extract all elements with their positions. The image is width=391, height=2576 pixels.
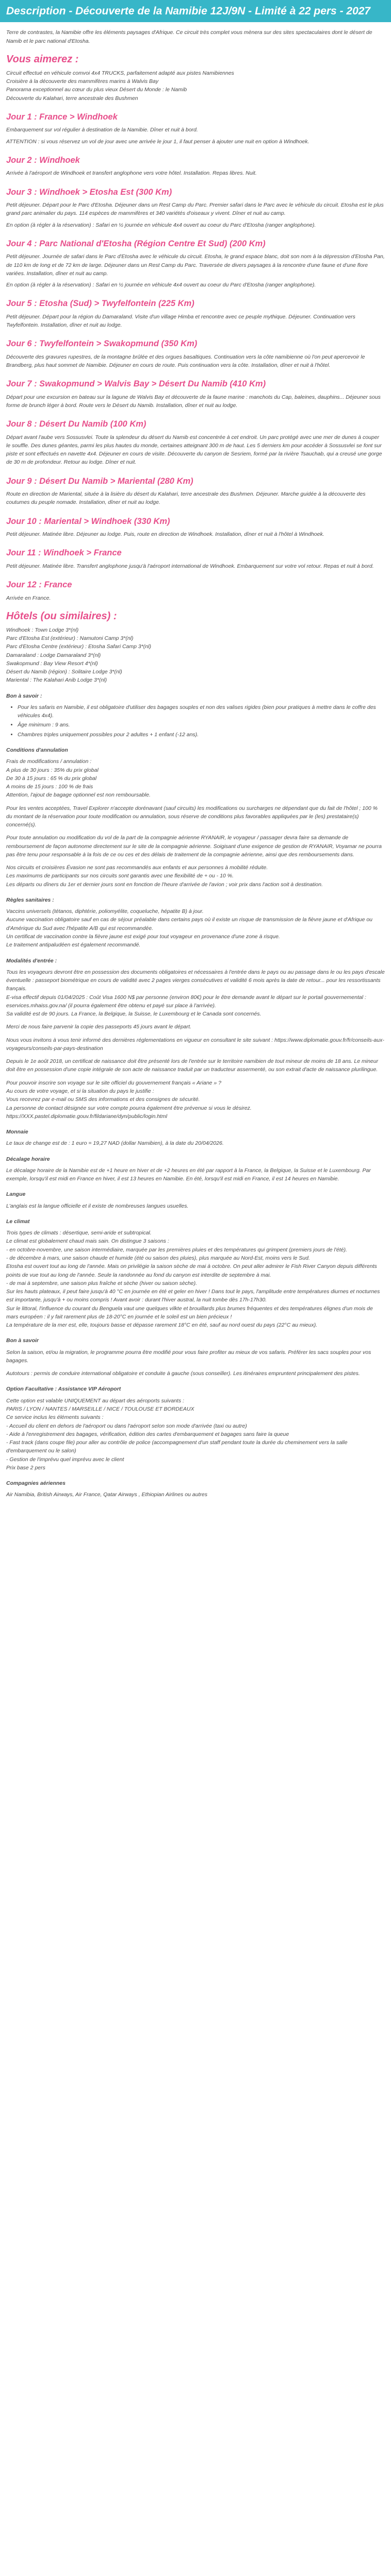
- aimerez-list: [6, 69, 385, 103]
- day-text: ATTENTION : si vous réservez un vol de jour avec une arrivée le jour 1, il faut penser à ajouter une nuit en option à Windhoek.: [6, 138, 309, 145]
- langue-text: [6, 1202, 385, 1210]
- climat-line: Sur le littoral, l'influence du courant du Benguela vaut une quelques vilkte et brouillards plus brumes fréquentes et des températures élignes d'un mois de mars européen : il y fait rarement plus de 18-20°C en journée et le soleil est un bien précieux !: [6, 1305, 373, 1320]
- day-text: Petit déjeuner. Matinée libre. Déjeuner au lodge. Puis, route en direction de Windhoek. Installation, dîner et nuit à l'hôtel à Windhoek.: [6, 531, 324, 538]
- cond-line: Nos circuits et croisières Évasion ne sont pas recommandés aux enfants et aux personnes à mobilité réduite.: [6, 865, 268, 871]
- section-heading: Règles sanitaires :: [6, 896, 54, 903]
- modalites-line: Merci de nous faire parvenir la copie des passeports 45 jours avant le départ.: [6, 1024, 191, 1030]
- climat-line: - en octobre-novembre, une saison intermédiaire, marquée par les premières pluies et des températures qui grimpent (premiers jours de l'été).: [6, 1246, 347, 1253]
- day-text: Petit déjeuner. Départ pour le Parc d'Etosha. Déjeuner dans un Rest Camp du Parc. Premier safari dans le Parc avec le véhicule du circuit. Etosha est le plus grand parc animalier du pays. 114 espèces de mammifères et 340 variétés d'oiseaux y vivent. Dîner et nuit au camp.: [6, 202, 384, 217]
- day-block: [6, 239, 385, 290]
- decalage-line: Le décalage horaire de la Namibie est de +1 heure en hiver et de +2 heures en été par rapport à la France, la Belgique, la Suisse et le Luxembourg. Par exemple, lorsqu'il est midi en France en hiver, il est 13 heures en Namibie. En été, lorsqu'il est midi en France, il est 14 heures en Namibie.: [6, 1167, 371, 1182]
- cond-line: Les départs ou dîners du 1er et dernier jours sont en fonction de l'heure d'arrivée de l'avion ; voir prix dans l'action soit à destination.: [6, 881, 323, 888]
- day-block: [6, 112, 385, 146]
- day-block: [6, 476, 385, 507]
- cond-line: Les maximums de participants sur nos circuits sont garantis avec une flexibilité de + ou - 10 %.: [6, 873, 234, 879]
- section-heading: Monnaie: [6, 1129, 28, 1136]
- bon-a-savoir-2-section: [6, 1336, 385, 1378]
- option-line: - Fast track (dans coupe file) pour aller au contrôle de police (accompagnement d'un staff pendant toute la durée du cheminement vers la salle d'embarquement ou le salon): [6, 1439, 348, 1454]
- page-title: Description - Découverte de la Namibie 12J/9N - Limité à 22 pers - 2027: [0, 0, 391, 22]
- day-text: Départ pour une excursion en bateau sur la lagune de Walvis Bay et découverte de la faune marine : manchots du Cap, baleines, dauphins... Déjeuner sous forme de brunch léger à bord. Route vers le Désert du Namib. Installation, dîner et nuit au lodge.: [6, 394, 381, 409]
- section-heading: Bon à savoir :: [6, 692, 42, 699]
- day-title: Jour 8 : Désert Du Namib (100 Km): [6, 419, 146, 429]
- option-line: - Accueil du client en dehors de l'aéroport ou dans l'aéroport selon son mode d'arrivée (taxi ou autre): [6, 1422, 247, 1429]
- day-block: [6, 187, 385, 229]
- section-heading: Décalage horaire: [6, 1156, 50, 1162]
- hotels-heading: Hôtels (ou similaires) :: [6, 610, 117, 622]
- section-heading: Le climat: [6, 1218, 30, 1225]
- climat-line: - de décembre à mars, une saison chaude et humide (été ou saison des pluies), plus marquée au Nord-Est, moins vers le Sud.: [6, 1255, 310, 1261]
- modalites-line: Depuis le 1e août 2018, un certificat de naissance doit être présenté lors de l'entrée sur le territoire namibien de tout mineur de moins de 18 ans. Le mineur doit être en possession d'une copie intégrale de son acte de naissance traduit par un traducteur assermenté, ou son extrait d'acte de naissance plurilingue.: [6, 1058, 379, 1073]
- day-title: Jour 4 : Parc National d'Etosha (Région Centre Et Sud) (200 Km): [6, 239, 266, 248]
- aimerez-item: Découverte du Kalahari, terre ancestrale des Bushmen: [6, 95, 138, 101]
- climat-line: Trois types de climats : désertique, semi-aride et subtropical.: [6, 1230, 152, 1236]
- modalites-line: La personne de contact désignée sur votre compte pourra également être prévenue si vous le désirez.: [6, 1105, 252, 1111]
- day-title: Jour 10 : Mariental > Windhoek (330 Km): [6, 516, 170, 526]
- day-text: Petit déjeuner. Départ pour la région du Damaraland. Visite d'un village Himba et rencontre avec ce peuple mythique. Déjeuner. Continuation vers Twyfelfontein. Installation, dîner et nuit au lodge.: [6, 313, 355, 328]
- day-text: Arrivée en France.: [6, 595, 51, 601]
- compagnies-section: [6, 1479, 385, 1499]
- climat-section: [6, 1217, 385, 1329]
- hotel-item: Désert du Namib (région) : Solitaire Lodge 3*(nl): [6, 669, 122, 675]
- hotel-item: Parc d'Etosha Est (extérieur) : Namutoni Camp 3*(nl): [6, 635, 134, 642]
- modalites-line: Au cours de votre voyage, et si la situation du pays le justifie :: [6, 1088, 154, 1094]
- modalites-text: [6, 968, 385, 1121]
- regles-section: [6, 896, 385, 950]
- regles-text: [6, 907, 385, 949]
- option-line: PARIS / LYON / NANTES / MARSEILLE / NICE / TOULOUSE ET BORDEAUX: [6, 1405, 194, 1412]
- itinerary: [6, 112, 385, 602]
- cond-line: Attention, l'ajout de bagage optionnel est non remboursable.: [6, 792, 151, 799]
- hotel-item: Mariental : The Kalahari Anib Lodge 3*(nl): [6, 677, 107, 684]
- bon2-line: Selon la saison, et/ou la migration, le programme pourra être modifié pour vous faire profiter au mieux de vos safaris. Préférer les sacs souples pour vos bagages.: [6, 1349, 371, 1364]
- bon-item: • Âge minimum : 9 ans.: [18, 721, 385, 729]
- day-block: [6, 338, 385, 369]
- climat-line: La température de la mer est, elle, toujours basse et dépasse rarement 18°C en été, sauf au nord ouest du pays (22°C au mieux).: [6, 1322, 318, 1329]
- bon2-line: Autotours : permis de conduire international obligatoire et conduite à gauche (sous conseiller). Les itinéraires empruntent principalement des pistes.: [6, 1370, 360, 1377]
- option-line: - Aide à l'enregistrement des bagages, vérification, édition des cartes d'embarquement et bagages sans faire la queue: [6, 1431, 289, 1437]
- monnaie-section: [6, 1128, 385, 1148]
- spacer: [6, 800, 385, 804]
- intro-text: Terre de contrastes, la Namibie offre les éléments paysages d'Afrique. Ce circuit très complet vous mènera sur des sites spectaculaires dont le désert de Namib et le parc national d'Etosha.: [6, 29, 372, 44]
- day-block: [6, 516, 385, 539]
- day-title: Jour 3 : Windhoek > Etosha Est (300 Km): [6, 187, 172, 197]
- day-block: [6, 580, 385, 602]
- day-block: [6, 155, 385, 178]
- decalage-section: [6, 1155, 385, 1183]
- regles-line: Vaccins universels (tétanos, diphtérie, poliomyélite, coqueluche, hépatite B) à jour.: [6, 908, 204, 915]
- bon-list: [6, 703, 385, 739]
- option-line: Cette option est valable UNIQUEMENT au départ des aéroports suivants :: [6, 1397, 184, 1404]
- aimerez-item: Croisière à la découverte des mammifères marins à Walvis Bay: [6, 78, 159, 85]
- spacer: [6, 859, 385, 863]
- day-title: Jour 11 : Windhoek > France: [6, 548, 122, 558]
- aimerez-item: Circuit effectué en véhicule comvoi 4x4 TRUCKS, parfaitement adapté aux pistes Namibiennes: [6, 70, 234, 76]
- day-block: [6, 419, 385, 467]
- cond-line: A plus de 30 jours : 35% du prix global: [6, 767, 99, 773]
- day-title: Jour 5 : Etosha (Sud) > Twyfelfontein (225 Km): [6, 299, 194, 309]
- day-block: [6, 379, 385, 410]
- cond-line: De 30 à 15 jours : 65 % du prix global: [6, 775, 97, 782]
- day-text: En option (à régler à la réservation) : Safari en ½ journée en véhicule 4x4 ouvert au coeur du Parc d'Etosha (ranger anglophone).: [6, 222, 316, 228]
- cond-line: Frais de modifications / annulation :: [6, 758, 92, 765]
- hotel-item: Parc d'Etosha Centre (extérieur) : Etosha Safari Camp 3*(nl): [6, 643, 151, 650]
- modalites-section: [6, 957, 385, 1121]
- day-title: Jour 12 : France: [6, 580, 72, 590]
- spacer: [6, 1031, 385, 1036]
- day-text: Départ avant l'aube vers Sossusvlei. Toute la splendeur du désert du Namib est concentrée à cet endroit. Un parc protégé avec une mer de dunes à couper le souffle. Des dunes géantes, parmi les plus hautes du monde, certaines atteignant 300 m de haut. Les 5 derniers km pour accéder à Sossusvlei se font sur piste et sont effectués en navette 4x4. Déjeuner en cours de visite. Découverte du canyon de Sesriem, formé par la rivière Tsauchab, qui a creusé une gorge de 30 m de profondeur. Retour au lodge. Dîner et nuit.: [6, 434, 382, 466]
- day-text: Découverte des gravures rupestres, de la montagne brûlée et des orgues basaltiques. Continuation vers la côte namibienne où l'on peut apercevoir le Brandberg, plus haut sommet de Namibie. Déjeuner en cours de route. Puis continuation vers la côte. Installation, dîner et nuit à l'hôtel.: [6, 353, 365, 368]
- spacer: [6, 1053, 385, 1057]
- modalites-line: Pour pouvoir inscrire son voyage sur le site officiel du gouvernement français « Ariane » ?: [6, 1079, 221, 1086]
- day-title: Jour 2 : Windhoek: [6, 155, 80, 165]
- section-heading: Langue: [6, 1191, 26, 1198]
- day-block: [6, 298, 385, 329]
- day-title: Jour 9 : Désert Du Namib > Mariental (280 Km): [6, 476, 193, 486]
- spacer: [6, 1018, 385, 1023]
- day-text: Route en direction de Mariental, située à la lisière du désert du Kalahari, terre ancestrale des Bushmen. Déjeuner. Marche guidée à la découverte des coutumes du peuple nomade. Installation, dîner et nuit au lodge.: [6, 491, 366, 506]
- langue-line: L'anglais est la langue officielle et il existe de nombreuses langues usuelles.: [6, 1202, 189, 1209]
- section-heading: Option Facultative : Assistance VIP Aéroport: [6, 1386, 121, 1393]
- section-heading: Compagnies aériennes: [6, 1480, 66, 1487]
- section-heading: Conditions d'annulation: [6, 747, 68, 753]
- regles-line: Aucune vaccination obligatoire sauf en cas de séjour préalable dans certains pays où il existe un risque de transmission de la fièvre jaune et d'Afrique ou d'Amérique du Sud avec l'hépatite A/B qui est recommandée.: [6, 917, 373, 931]
- day-block: [6, 548, 385, 570]
- spacer: [6, 829, 385, 834]
- content: [0, 22, 391, 1499]
- hotel-item: Damaraland : Lodge Damaraland 3*(nl): [6, 652, 101, 658]
- modalites-line: E-visa effectif depuis 01/04/2025 : Coût Visa 1600 N$ par personne (environ 80€) pour le être demande avant le départ sur le portail gouvernemental : eservices.mhaiss.gov.na/ (il pourra également être obtenu et payé sur place à l'arrivée).: [6, 994, 366, 1009]
- option-text: [6, 1397, 385, 1472]
- monnaie-text: [6, 1139, 385, 1147]
- day-text: Petit déjeuner. Journée de safari dans le Parc d'Etosha avec le véhicule du circuit. Etosha, le grand espace blanc, doit son nom à la dépression d'Etosha Pan, de 110 km de long et de 72 km de large. Déjeuner dans un Rest Camp du Parc. Traversée de divers paysages à la rencontre d'une faune et d'une flore variées. Installation, dîner et nuit au camp.: [6, 253, 385, 277]
- aimerez-item: Panorama exceptionnel au cœur du plus vieux Désert du Monde : le Namib: [6, 87, 187, 93]
- modalites-line: Vous recevrez par e-mail ou SMS des informations et des consignes de sécurité.: [6, 1096, 200, 1103]
- cond-line: Pour toute annulation ou modification du vol de la part de la compagnie aérienne RYANAIR, le voyageur / passager devra faire sa demande de remboursement de façon autonome directement sur le site de la compagnie aérienne. Soigisant d'une exigence de gestion de RYANAIR, Voyamar ne pourra pas être tenu pour responsable à la fois de ce ou ces et des délais de traitement de la compagnie aérienne, ainsi que des remboursements dans.: [6, 835, 382, 858]
- modalites-line: Sa validité est de 90 jours. La France, la Belgique, la Suisse, le Luxembourg et le Canada sont concernés.: [6, 1011, 262, 1018]
- cond-line: Pour les ventes acceptées, Travel Explorer n'accepte dorénavant (sauf circuits) les modifications ou surcharges ne dépendant que du fait de l'hôtel ; 100 % du montant de la réservation pour toute modification ou annulation, sous réserve de conditions plus favorables appliquées par le (les) prestataire(s) concerné(s).: [6, 805, 378, 828]
- option-line: Ce service inclus les éléments suivants :: [6, 1414, 104, 1421]
- section-heading: Bon à savoir: [6, 1337, 39, 1344]
- day-text: En option (à régler à la réservation) : Safari en ½ journée en véhicule 4x4 ouvert au coeur du Parc d'Etosha (ranger anglophone).: [6, 282, 316, 289]
- option-line: - Gestion de l'imprévu quel imprévu avec le client: [6, 1456, 124, 1463]
- bon2-text: [6, 1348, 385, 1378]
- climat-line: Le climat est globalement chaud mais sain. On distingue 3 saisons :: [6, 1238, 169, 1245]
- regles-line: Un certificat de vaccination contre la fièvre jaune est exigé pour tout voyageur en provenance d'une zone à risque.: [6, 934, 280, 940]
- spacer: [6, 1074, 385, 1079]
- regles-line: Le traitement antipaludéen est également recommandé.: [6, 942, 141, 948]
- modalites-line: Nous vous invitons à vous tenir informé des dernières réglementations en vigueur en consultant le site suivant : https://www.diplomatie.gouv.fr/fr/conseils-aux-voyageurs/conseils-par-pays-destination: [6, 1037, 384, 1052]
- bon-item: • Pour les safaris en Namibie, il est obligatoire d'utiliser des bagages souples et non des valises rigides (bien pour pratiques à mettre dans le coffre des véhicules 4x4).: [18, 703, 385, 720]
- climat-line: - de mai à septembre, une saison plus fraîche et sèche (hiver ou saison sèche).: [6, 1280, 198, 1286]
- aimerez-heading: Vous aimerez :: [6, 53, 79, 65]
- cond-line: A moins de 15 jours : 100 % de frais: [6, 784, 93, 790]
- annulation-section: [6, 746, 385, 889]
- day-text: Petit déjeuner. Matinée libre. Transfert anglophone jusqu'à l'aéroport international de Windhoek. Embarquement sur votre vol retour. Repas et nuit à bord.: [6, 563, 374, 569]
- climat-line: Etosha est ouvert tout au long de l'année. Mais on privilégie la saison sèche de mai à octobre. On peut aller admirer le Fish River Canyon depuis différents points de vue tout au long de l'année. Seule la randonnée au fond du canyon est interdite de septembre à mai.: [6, 1263, 377, 1278]
- langue-section: [6, 1190, 385, 1210]
- decalage-text: [6, 1166, 385, 1183]
- modalites-line: Tous les voyageurs devront être en possession des documents obligatoires et nécessaires à l'entrée dans le pays ou au passage dans le ou les pays d'escale éventuelle : passeport biométrique en cours de validité avec 2 pages vierges consécutives et validité 6 mois après la date de retour... pour les ressortissants français.: [6, 969, 385, 992]
- climat-text: [6, 1229, 385, 1329]
- hotel-item: Windhoek : Town Lodge 3*(nl): [6, 626, 79, 633]
- section-heading: Modalités d'entrée :: [6, 957, 57, 964]
- bon-a-savoir-section: [6, 692, 385, 739]
- annulation-text: [6, 757, 385, 889]
- monnaie-line: Le taux de change est de : 1 euro = 19,27 NAD (dollar Namibien), à la date du 20/04/2026.: [6, 1140, 224, 1147]
- hotels-list: [6, 626, 385, 685]
- hotel-item: Swakopmund : Bay View Resort 4*(nl): [6, 660, 98, 667]
- day-title: Jour 7 : Swakopmund > Walvis Bay > Désert Du Namib (410 Km): [6, 379, 266, 389]
- day-text: Arrivée à l'aéroport de Windhoek et transfert anglophone vers votre hôtel. Installation. Repas libres. Nuit.: [6, 170, 257, 177]
- day-title: Jour 1 : France > Windhoek: [6, 112, 118, 122]
- day-text: Embarquement sur vol régulier à destination de la Namibie. Dîner et nuit à bord.: [6, 127, 198, 133]
- bon-item: • Chambres triples uniquement possibles pour 2 adultes + 1 enfant (-12 ans).: [18, 731, 385, 739]
- spacer: [6, 1365, 385, 1369]
- option-line: Prix base 2 pers: [6, 1464, 45, 1471]
- day-title: Jour 6 : Twyfelfontein > Swakopmund (350 Km): [6, 339, 198, 349]
- modalites-line: https://XXX.pastel.diplomatie.gouv.fr/fildariane/dyn/public/login.html: [6, 1113, 168, 1120]
- option-section: [6, 1385, 385, 1472]
- compagnies-line: Air Namibia, British Airways, Air France, Qatar Airways , Ethiopian Airlines ou autres: [6, 1492, 207, 1498]
- climat-line: Sur les hauts plateaux, il peut faire jusqu'à 40 °C en journée en été et geler en hiver ! Dans tout le pays, l'amplitude entre températures diurnes et nocturnes est importante, jusqu'à + ou moins compris ! Avant avoir : durant l'hiver austral, la nuit tombe dès 17h-17h30.: [6, 1289, 380, 1303]
- compagnies-text: [6, 1490, 385, 1499]
